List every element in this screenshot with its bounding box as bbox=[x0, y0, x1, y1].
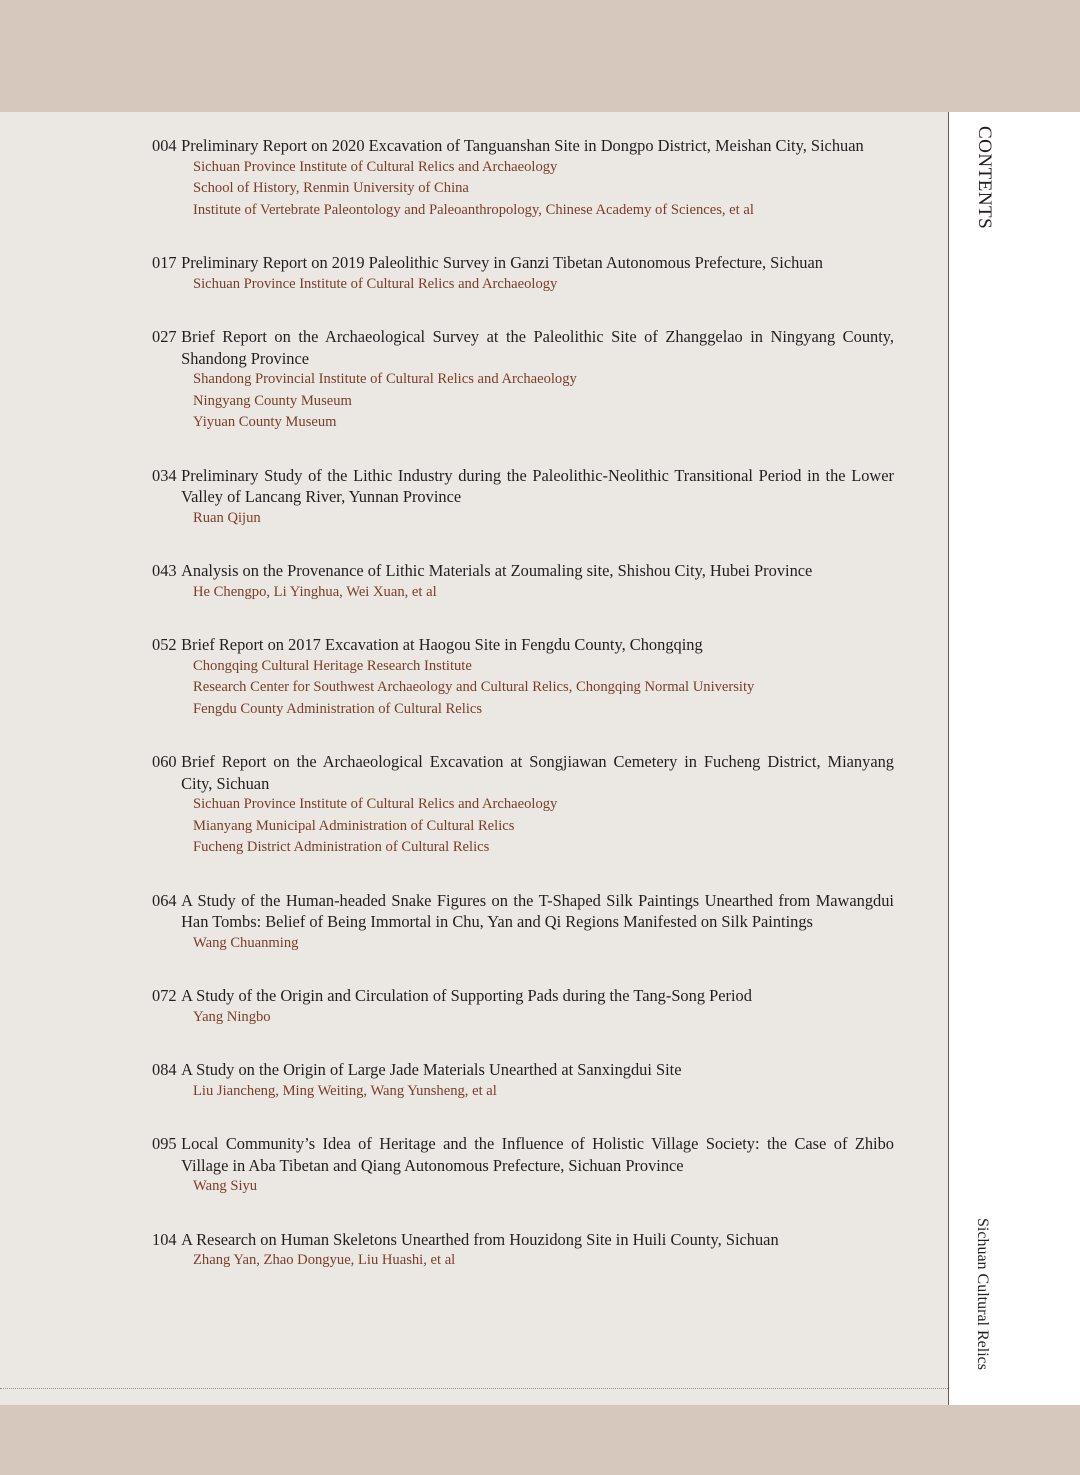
page-number: 060 bbox=[152, 752, 177, 771]
article-author: Wang Siyu bbox=[193, 1178, 258, 1194]
article-author: Ruan Qijun bbox=[193, 509, 261, 526]
article-author: He Chengpo, Li Yinghua, Wei Xuan, et al bbox=[193, 583, 437, 600]
article-author: Yang Ningbo bbox=[193, 1008, 271, 1025]
page-number: 084 bbox=[152, 1060, 177, 1079]
contents-heading: CONTENTS bbox=[974, 126, 995, 230]
article-title[interactable]: A Study of the Human-headed Snake Figures on the T-Shaped Silk Paintings Unearthed from Mawangdui Han Tombs: Belief of Being Immortal in Chu, Yan and Qi Regions Manifested on Silk Paintings bbox=[181, 890, 894, 931]
page-number: 004 bbox=[152, 136, 177, 155]
article-author: Zhang Yan, Zhao Dongyue, Liu Huashi, et al bbox=[193, 1252, 456, 1268]
article-author: Sichuan Province Institute of Cultural Relics and Archaeology bbox=[193, 158, 558, 175]
toc-entry[interactable] bbox=[152, 326, 894, 434]
article-author: School of History, Renmin University of China bbox=[193, 180, 469, 196]
page-number: 034 bbox=[152, 465, 177, 485]
article-title[interactable]: A Study on the Origin of Large Jade Materials Unearthed at Sanxingdui Site bbox=[181, 1060, 682, 1079]
toc-entry[interactable] bbox=[152, 1059, 894, 1102]
article-title[interactable]: A Study of the Origin and Circulation of Supporting Pads during the Tang-Song Period bbox=[181, 986, 752, 1005]
page-number: 072 bbox=[152, 986, 177, 1005]
toc-entry[interactable] bbox=[152, 751, 894, 859]
article-author: Sichuan Province Institute of Cultural Relics and Archaeology bbox=[193, 796, 558, 812]
toc-entry[interactable] bbox=[152, 890, 894, 955]
article-author: Mianyang Municipal Administration of Cultural Relics bbox=[193, 817, 515, 834]
page-number: 043 bbox=[152, 561, 177, 580]
article-author: Research Center for Southwest Archaeology and Cultural Relics, Chongqing Normal University bbox=[193, 679, 755, 695]
article-title[interactable]: Preliminary Study of the Lithic Industry during the Paleolithic-Neolithic Transitional Period in the Lower Valley of Lancang River, Yunnan Province bbox=[181, 465, 894, 506]
table-of-contents bbox=[152, 135, 894, 1272]
page-number: 017 bbox=[152, 253, 177, 272]
article-author: Institute of Vertebrate Paleontology and Paleoanthropology, Chinese Academy of Sciences, et al bbox=[193, 201, 754, 218]
page-number: 052 bbox=[152, 635, 177, 654]
article-author: Wang Chuanming bbox=[193, 934, 299, 951]
article-title[interactable]: Brief Report on 2017 Excavation at Haogou Site in Fengdu County, Chongqing bbox=[181, 635, 703, 654]
article-title[interactable]: Local Community’s Idea of Heritage and the Influence of Holistic Village Society: the Case of Zhibo Village in Aba Tibetan and Qiang Autonomous Prefecture, Sichuan Province bbox=[181, 1134, 894, 1175]
article-author: Fengdu County Administration of Cultural Relics bbox=[193, 700, 483, 717]
article-title[interactable]: A Research on Human Skeletons Unearthed from Houzidong Site in Huili County, Sichuan bbox=[181, 1229, 779, 1249]
toc-entry[interactable] bbox=[152, 135, 894, 221]
dotted-rule bbox=[0, 1388, 948, 1389]
article-author: Fucheng District Administration of Cultural Relics bbox=[193, 839, 490, 855]
toc-entry[interactable] bbox=[152, 560, 894, 603]
toc-entry[interactable] bbox=[152, 465, 894, 530]
toc-entry[interactable] bbox=[152, 1229, 894, 1272]
toc-entry[interactable] bbox=[152, 252, 894, 295]
article-author: Ningyang County Museum bbox=[193, 392, 352, 409]
journal-name: Sichuan Cultural Relics bbox=[974, 1218, 991, 1370]
vertical-divider bbox=[948, 112, 949, 1475]
toc-entry[interactable] bbox=[152, 634, 894, 720]
page-number: 027 bbox=[152, 327, 177, 346]
article-title[interactable]: Brief Report on the Archaeological Excavation at Songjiawan Cemetery in Fucheng District, Mianyang City, Sichuan bbox=[181, 752, 894, 793]
page-number: 104 bbox=[152, 1229, 177, 1249]
top-band bbox=[0, 0, 1080, 112]
article-title[interactable]: Preliminary Report on 2019 Paleolithic Survey in Ganzi Tibetan Autonomous Prefecture, Sichuan bbox=[181, 253, 823, 272]
article-title[interactable]: Analysis on the Provenance of Lithic Materials at Zoumaling site, Shishou City, Hubei Province bbox=[181, 561, 813, 580]
page-number: 095 bbox=[152, 1134, 177, 1153]
right-margin-strip bbox=[948, 112, 1080, 1405]
article-author: Sichuan Province Institute of Cultural Relics and Archaeology bbox=[193, 275, 558, 292]
page-number: 064 bbox=[152, 890, 177, 910]
article-title[interactable]: Brief Report on the Archaeological Survey at the Paleolithic Site of Zhanggelao in Ningyang County, Shandong Province bbox=[181, 327, 894, 368]
article-author: Shandong Provincial Institute of Cultural Relics and Archaeology bbox=[193, 371, 577, 387]
article-author: Chongqing Cultural Heritage Research Institute bbox=[193, 657, 472, 674]
toc-entry[interactable] bbox=[152, 985, 894, 1028]
toc-entry[interactable] bbox=[152, 1133, 894, 1198]
article-author: Yiyuan County Museum bbox=[193, 414, 337, 430]
article-author: Liu Jiancheng, Ming Weiting, Wang Yunsheng, et al bbox=[193, 1082, 497, 1099]
article-title[interactable]: Preliminary Report on 2020 Excavation of Tanguanshan Site in Dongpo District, Meishan City, Sichuan bbox=[181, 136, 864, 155]
bottom-band bbox=[0, 1405, 1080, 1475]
